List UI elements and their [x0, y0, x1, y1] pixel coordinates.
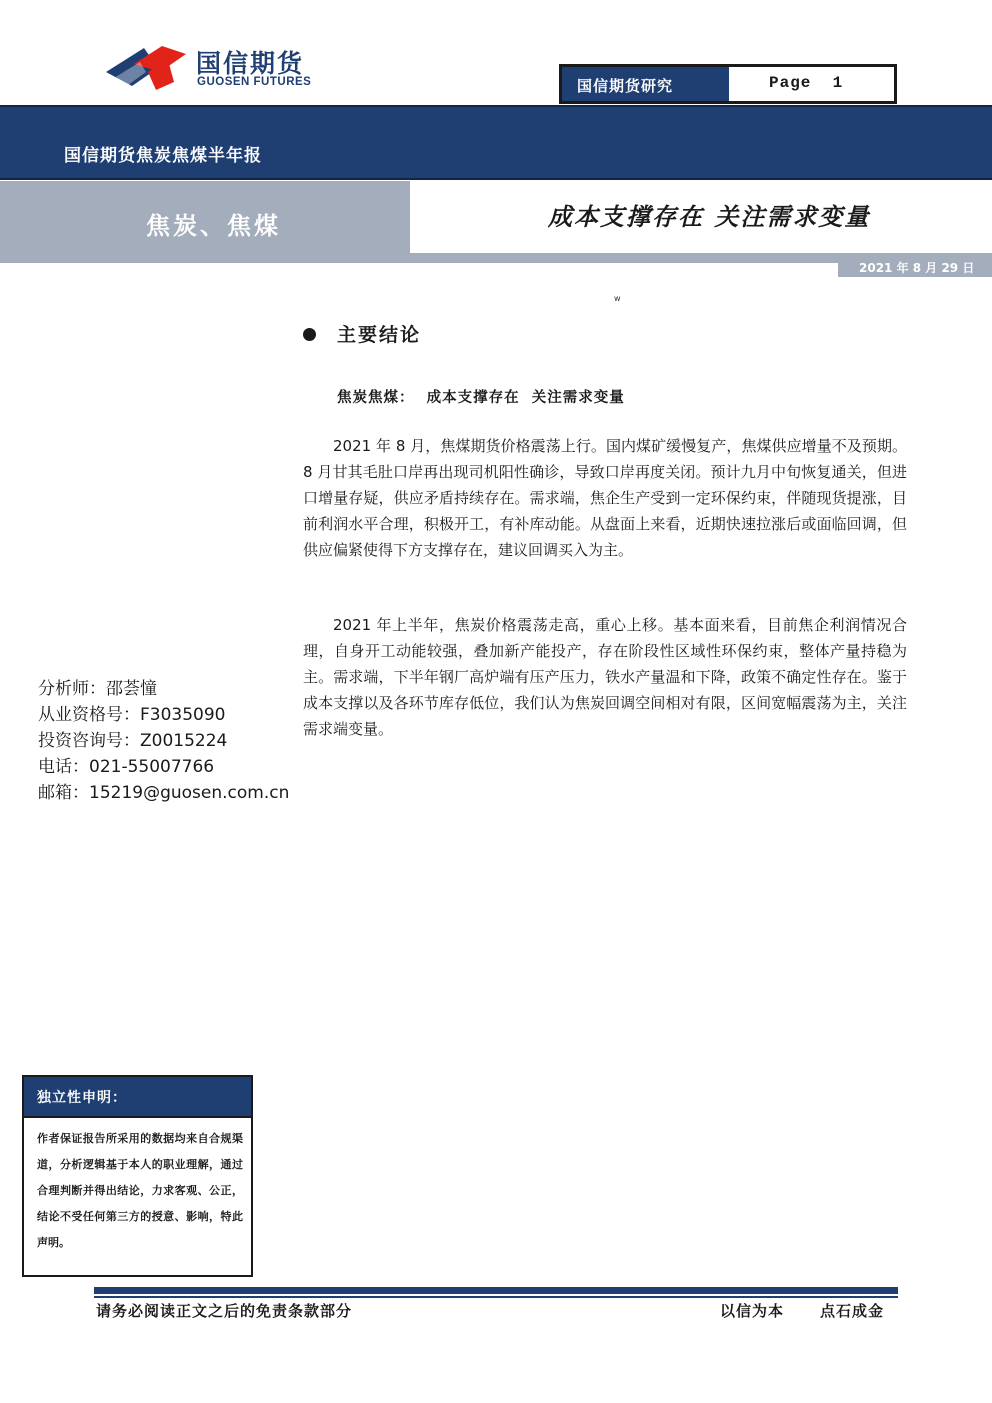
footer-disclaimer[interactable]: 请务必阅读正文之后的免责条款部分 [96, 1302, 353, 1320]
analyst-consulting-number: 投资咨询号：Z0015224 [38, 731, 228, 751]
paragraph: 2021 年 8 月，焦煤期货价格震荡上行。国内煤矿缓慢复产，焦煤供应增量不及预期。8 月甘其毛肚口岸再出现司机阳性确诊，导致口岸再度关闭。预计九月中旬恢复通关，但进口增量存疑，供应矛盾持续存在。需求端，焦企生产受到一定环保约束，伴随现货提涨，目前利润水平合理，积极开工，有补库动能。从盘面上来看，近期快速拉涨后或面临回调，但供应偏紧使得下方支撑存在，建议回调买入为主。 [303, 437, 907, 559]
footer-rule [94, 1287, 898, 1294]
logo-name-en: GUOSEN FUTURES [197, 76, 312, 88]
analyst-info [38, 676, 289, 806]
bullet-icon [303, 328, 316, 341]
section-heading: 主要结论 [337, 324, 422, 346]
analyst-email[interactable]: 邮箱：15219@guosen.com.cn [38, 783, 290, 803]
paragraph: 2021 年上半年，焦炭价格震荡走高，重心上移。基本面来看，目前焦企利润情况合理，自身开工动能较强，叠加新产能投产，存在阶段性区域性环保约束，整体产量持稳为主。需求端，下半年钢厂高炉端有压产压力，铁水产量温和下降，政策不确定性存在。鉴于成本支撑以及各环节库存低位，我们认为焦炭回调空间相对有限，区间宽幅震荡为主，关注需求端变量。 [303, 616, 907, 738]
footer-rule-thin [94, 1296, 898, 1298]
footer-motto-2: 点石成金 [820, 1302, 885, 1320]
independence-title: 独立性申明： [37, 1090, 127, 1106]
analyst-phone: 电话：021-55007766 [38, 757, 215, 777]
guosen-logo-icon [104, 42, 188, 92]
tiny-mark: w [614, 294, 621, 303]
independence-text: 作者保证报告所采用的数据均来自合规渠道，分析逻辑基于本人的职业理解，通过合理判断并得出结论，力求客观、公正，结论不受任何第三方的授意、影响，特此声明。 [37, 1132, 243, 1249]
report-date: 2021 年 8 月 29 日 [859, 261, 975, 275]
logo-name-cn: 国信期货 [196, 49, 305, 78]
banner-title: 国信期货焦炭焦煤半年报 [64, 146, 262, 166]
page-number: Page 1 [769, 74, 844, 92]
sub-heading: 焦炭焦煤： 成本支撑存在 关注需求变量 [337, 390, 625, 406]
analyst-name: 分析师：邵荟憧 [38, 679, 157, 699]
footer-motto [720, 1300, 884, 1321]
report-title: 成本支撑存在 关注需求变量 [548, 203, 871, 231]
footer-motto-1: 以信为本 [720, 1302, 785, 1320]
research-label: 国信期货研究 [577, 77, 674, 95]
category-label: 焦炭、焦煤 [146, 212, 281, 240]
analyst-qualification: 从业资格号：F3035090 [38, 705, 226, 725]
